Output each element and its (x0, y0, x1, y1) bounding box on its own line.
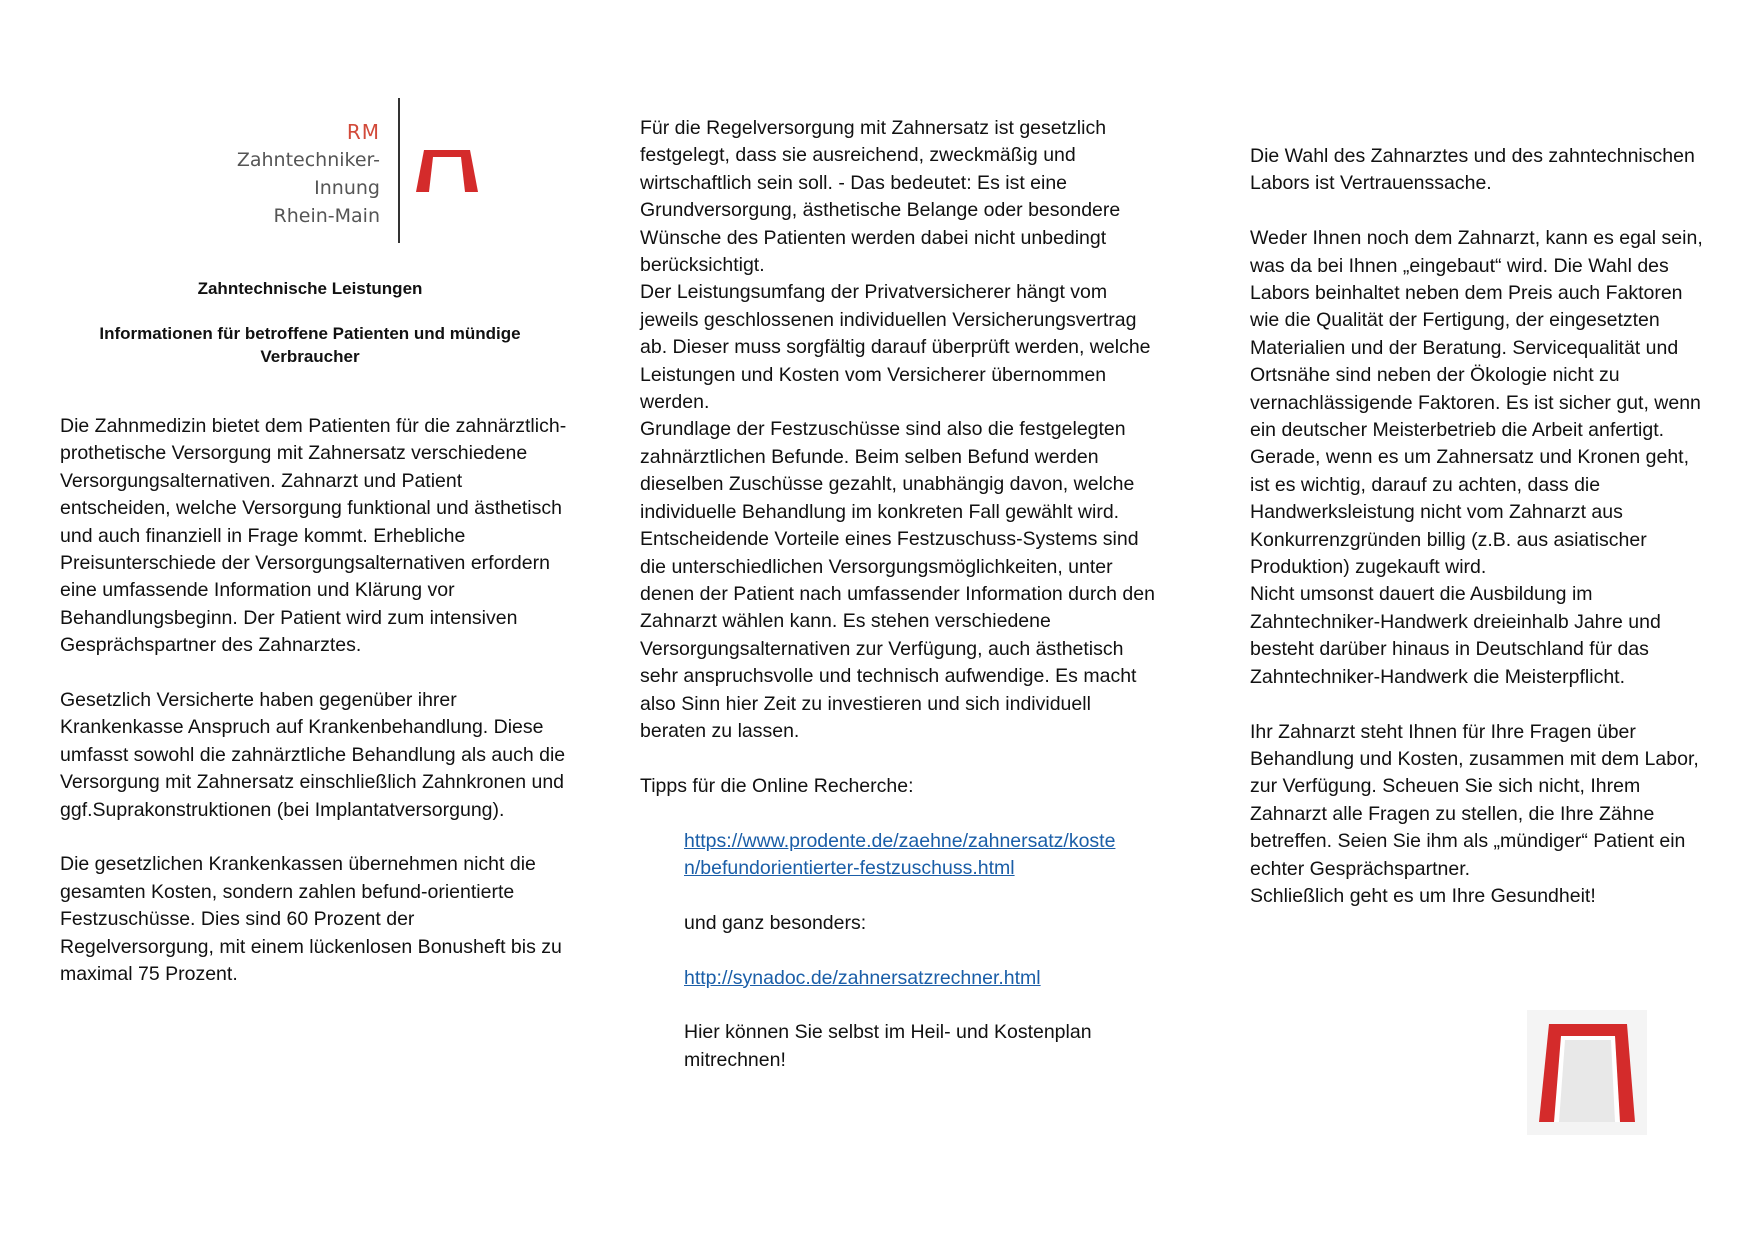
logo-line-3: Rhein-Main (273, 205, 380, 227)
logo-line-2: Innung (314, 177, 380, 199)
brand-mark-icon (1527, 1010, 1647, 1135)
paragraph-fixed-subsidies: Grundlage der Festzuschüsse sind also die festgelegten zahnärztlichen Befunde. Beim selben Befund werden dieselben Zuschüsse gezahlt, unabhängig davon, welche individuelle Behandlung im konkreten Fall gewählt wird. Entscheidende Vorteile eines Festzuschuss-Systems sind die unterschiedlichen Versorgungsmöglichkeiten, unter denen der Patient nach umfassender Information durch den Zahnarzt wählen kann. Es stehen verschiedene Versorgungsalternativen zur Verfügung, auch ästhetisch sehr anspruchsvolle und technisch aufwendige. Es macht also Sinn hier Zeit zu investieren und sich individuell beraten zu lassen. (640, 418, 1155, 742)
column-middle (640, 115, 1160, 1074)
link-prodente-line-1[interactable]: https://www.prodente.de/zaehne/zahnersatz/koste (684, 829, 1116, 852)
logo-text (200, 118, 380, 230)
logo-initials: RM (346, 120, 380, 144)
paragraph-crowns: Gerade, wenn es um Zahnersatz und Kronen geht, ist es wichtig, darauf zu achten, dass die Handwerksleistung nicht vom Zahnarzt aus Konkurrenzgründen billig (z.B. aus asiatischer Produktion) zugekauft wird. (1250, 446, 1690, 579)
paragraph-subsidies: Die gesetzlichen Krankenkassen übernehmen nicht die gesamten Kosten, sondern zahlen befund-orientierte Festzuschüsse. Dies sind 60 Prozent der Regelversorgung, mit einem lückenlosen Bonusheft bis zu maximal 75 Prozent. (60, 853, 562, 986)
document-title: Zahntechnische Leistungen (197, 279, 423, 298)
paragraph-intro: Die Zahnmedizin bietet dem Patienten für die zahnärztlich-prothetische Versorgung mit Zahnersatz verschiedene Versorgungsalternativen. Zahnarzt und Patient entscheiden, welche Versorgung funktional und ästhetisch und auch finanziell in Frage kommt. Erhebliche Preisunterschiede der Versorgungsalternativen erfordern eine umfassende Information und Klärung vor Behandlungsbeginn. Der Patient wird zum intensiven Gesprächspartner des Zahnarztes. (60, 415, 567, 657)
link-prodente[interactable] (684, 828, 1160, 883)
tips-label: Tipps für die Online Recherche: (640, 774, 914, 797)
paragraph-trust: Die Wahl des Zahnarztes und des zahntechnischen Labors ist Vertrauenssache. (1250, 145, 1695, 195)
logo-divider (398, 98, 400, 243)
link-prodente-line-2[interactable]: n/befundorientierter-festzuschuss.html (684, 856, 1015, 879)
paragraph-private-insurance: Der Leistungsumfang der Privatversicherer hängt vom jeweils geschlossenen individuellen Versicherungsvertrag ab. Dieser muss sorgfältig darauf überprüft werden, welche Leistungen und Kosten vom Versicherer übernommen werden. (640, 281, 1151, 414)
logo-line-1: Zahntechniker- (236, 149, 380, 171)
link-synadoc[interactable]: http://synadoc.de/zahnersatzrechner.html (684, 966, 1041, 989)
column-left (60, 413, 570, 989)
besonders-label: und ganz besonders: (684, 911, 867, 934)
trapezoid-logo-icon (416, 148, 478, 194)
column-right (1250, 143, 1710, 910)
paragraph-standard-care: Für die Regelversorgung mit Zahnersatz ist gesetzlich festgelegt, dass sie ausreichend, zweckmäßig und wirtschaftlich sein soll. - Das bedeutet: Es ist eine Grundversorgung, ästhetische Belange oder besondere Wünsche des Patienten werden dabei nicht unbedingt berücksichtigt. (640, 117, 1121, 277)
document-subtitle: Informationen für betroffene Patienten und mündige Verbraucher (99, 324, 521, 366)
paragraph-health: Schließlich geht es um Ihre Gesundheit! (1250, 884, 1596, 907)
paragraph-training: Nicht umsonst dauert die Ausbildung im Zahntechniker-Handwerk dreieinhalb Jahre und besteht darüber hinaus in Deutschland für das Zahntechniker-Handwerk die Meisterpflicht. (1250, 583, 1661, 688)
calculator-hint: Hier können Sie selbst im Heil- und Kostenplan mitrechnen! (684, 1021, 1092, 1071)
paragraph-statutory: Gesetzlich Versicherte haben gegenüber ihrer Krankenkasse Anspruch auf Krankenbehandlung. Diese umfasst sowohl die zahnärztliche Behandlung als auch die Versorgung mit Zahnersatz einschließlich Zahnkronen und ggf.Suprakonstruktionen (bei Implantatversorgung). (60, 689, 566, 821)
paragraph-questions: Ihr Zahnarzt steht Ihnen für Ihre Fragen über Behandlung und Kosten, zusammen mit dem Labor, zur Verfügung. Scheuen Sie sich nicht, Ihrem Zahnarzt alle Fragen zu stellen, die Ihre Zähne betreffen. Seien Sie ihm als „mündiger“ Patient ein echter Gesprächspartner. (1250, 720, 1699, 880)
paragraph-lab-choice: Weder Ihnen noch dem Zahnarzt, kann es egal sein, was da bei Ihnen „eingebaut“ wird. Die Wahl des Labors beinhaltet neben dem Preis auch Faktoren wie die Qualität der Fertigung, der eingesetzten Materialien und der Beratung. Servicequalität und Ortsnähe sind neben der Ökologie nicht zu vernachlässigende Faktoren. Es ist sicher gut, wenn ein deutscher Meisterbetrieb die Arbeit anfertigt. (1250, 227, 1703, 442)
